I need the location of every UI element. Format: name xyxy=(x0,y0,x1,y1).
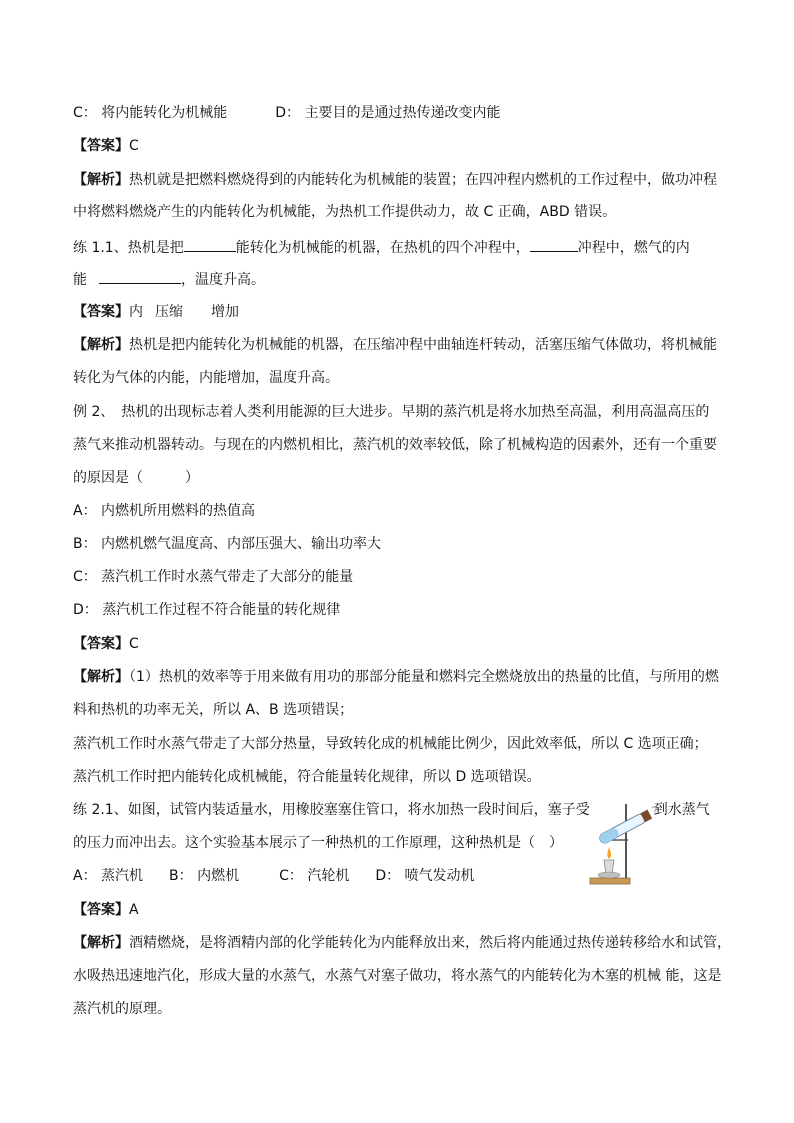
exercise-text-b: 能转化为机械能的机器，在热机的四个冲程中， xyxy=(235,240,530,256)
fill-blank[interactable] xyxy=(184,237,236,252)
analysis-3-cont: 蒸汽机工作时把内能转化成机械能，符合能量转化规律，所以 D 选项错误。 xyxy=(73,769,541,785)
answer-value-1: 内 xyxy=(129,304,143,320)
exercise-2-1-cont: 的压力而冲出去。这个实验基本展示了一种热机的工作原理，这种热机是（ ） xyxy=(73,835,563,851)
example-2: 例 2、 热机的出现标志着人类利用能源的巨大进步。早期的蒸汽机是将水加热至高温，利用高温高压的 xyxy=(73,404,710,420)
exercise-text-a: 练 1.1、热机是把 xyxy=(73,240,184,256)
answer-4 xyxy=(73,900,139,920)
answer-1 xyxy=(73,136,139,156)
analysis-text: 热机是把内能转化为机械能的机器，在压缩冲程中曲轴连杆转动，活塞压缩气体做功，将机械能 xyxy=(129,337,717,353)
exercise-text-a: 练 2.1、如图，试管内装适量水，用橡胶塞塞住管口，将水加热一段时间后，塞子受 xyxy=(73,802,590,818)
answer-value: A xyxy=(129,902,139,918)
analysis-3-cont: 料和热机的功率无关，所以 A、B 选项错误； xyxy=(73,702,354,718)
option-a-text: A： 蒸汽机 xyxy=(73,868,144,884)
steam-experiment-icon xyxy=(582,800,662,888)
example-2-cont: 的原因是（ ） xyxy=(73,470,199,486)
option-c-text: C： 将内能转化为机械能 xyxy=(73,105,228,121)
fill-blank[interactable] xyxy=(99,269,181,284)
analysis-text: （1）热机的效率等于用来做有用功的那部分能量和燃料完全燃烧放出的热量的比值，与所用的燃 xyxy=(129,669,719,685)
answer-tag: 【答案】 xyxy=(73,138,129,154)
analysis-1-cont: 中将燃料燃烧产生的内能转化为机械能，为热机工作提供动力，故 C 正确，ABD 错误。 xyxy=(73,204,617,220)
analysis-tag: 【解析】 xyxy=(73,172,129,188)
analysis-4-cont: 水吸热迅速地汽化，形成大量的水蒸气，水蒸气对塞子做功，将水蒸气的内能转化为木塞的机械 能，这是 xyxy=(73,968,722,984)
option-a: A： 内燃机所用燃料的热值高 xyxy=(73,503,256,519)
answer-3 xyxy=(73,634,139,654)
exercise-text-e: ，温度升高。 xyxy=(181,272,265,288)
answer-value-2: 压缩 xyxy=(155,304,183,320)
answer-value: C xyxy=(129,636,139,652)
analysis-3-cont: 蒸汽机工作时水蒸气带走了大部分热量，导致转化成的机械能比例少，因此效率低，所以 C 选项正确； xyxy=(73,736,708,752)
option-b-text: B： 内燃机 xyxy=(169,868,240,884)
analysis-4 xyxy=(73,933,731,953)
exercise-2-1-options xyxy=(73,866,475,886)
exercise-text-c: 冲程中，燃气的内 xyxy=(577,240,690,256)
option-c: C： 蒸汽机工作时水蒸气带走了大部分的能量 xyxy=(73,569,354,585)
analysis-tag: 【解析】 xyxy=(73,669,129,685)
answer-value-3: 增加 xyxy=(211,304,239,320)
option-d: D： 蒸汽机工作过程不符合能量的转化规律 xyxy=(73,602,341,618)
analysis-3 xyxy=(73,667,719,687)
option-b: B： 内燃机燃气温度高、内部压强大、输出功率大 xyxy=(73,536,382,552)
option-d-text: D： 主要目的是通过热传递改变内能 xyxy=(275,105,501,121)
analysis-2 xyxy=(73,335,717,355)
analysis-1 xyxy=(73,170,717,190)
answer-tag: 【答案】 xyxy=(73,636,129,652)
analysis-tag: 【解析】 xyxy=(73,935,129,951)
answer-value: C xyxy=(129,138,139,154)
analysis-4-cont: 蒸汽机的原理。 xyxy=(73,1001,171,1017)
analysis-text: 热机就是把燃料燃烧得到的内能转化为机械能的装置；在四冲程内燃机的工作过程中，做功冲程 xyxy=(129,172,717,188)
answer-tag: 【答案】 xyxy=(73,304,129,320)
analysis-text: 酒精燃烧，是将酒精内部的化学能转化为内能释放出来，然后将内能通过热传递转移给水和试管， xyxy=(129,935,731,951)
option-c-line xyxy=(73,103,500,123)
option-d-text: D： 喷气发动机 xyxy=(375,868,475,884)
analysis-2-cont: 转化为气体的内能，内能增加，温度升高。 xyxy=(73,370,339,386)
fill-blank[interactable] xyxy=(530,237,578,252)
exercise-1-1 xyxy=(73,237,690,258)
exercise-text-b: 到水蒸气 xyxy=(653,802,710,818)
answer-2 xyxy=(73,302,239,322)
exercise-text-d: 能 xyxy=(73,272,87,288)
option-c-text: C： 汽轮机 xyxy=(279,868,350,884)
example-2-cont: 蒸气来推动机器转动。与现在的内燃机相比，蒸汽机的效率较低，除了机械构造的因素外，还有一个重要 xyxy=(73,437,717,453)
answer-tag: 【答案】 xyxy=(73,902,129,918)
analysis-tag: 【解析】 xyxy=(73,337,129,353)
exercise-1-1-cont xyxy=(73,269,265,290)
